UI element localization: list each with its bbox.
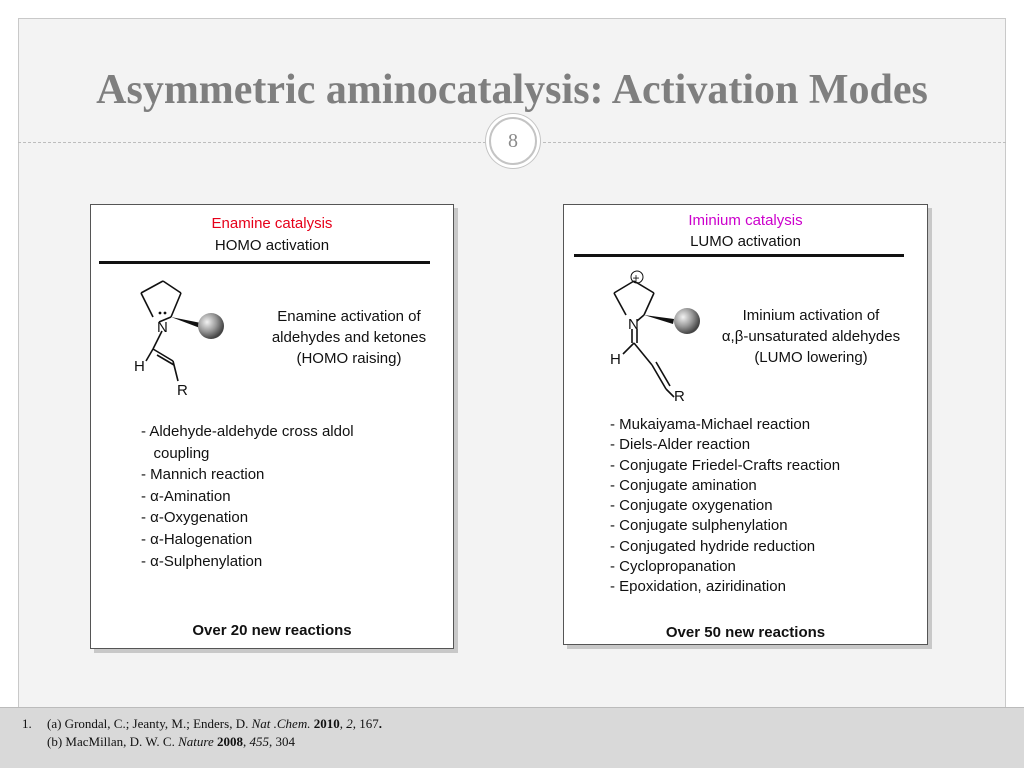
r-group-label: R — [177, 382, 188, 399]
iminium-description-line: Iminium activation of — [742, 307, 880, 324]
ref-separator: , — [242, 734, 250, 749]
ring-bond — [141, 293, 153, 317]
enamine-panel — [90, 204, 454, 649]
iminium-description — [706, 305, 916, 368]
iminium-heading: Iminium catalysis — [688, 212, 803, 229]
list-item: - Mannich reaction — [141, 466, 265, 484]
enamine-heading: Enamine catalysis — [211, 215, 333, 232]
enamine-description-line: (HOMO raising) — [296, 350, 402, 367]
r-group-label: R — [674, 388, 685, 405]
list-item: - Mukaiyama-Michael reaction — [610, 416, 811, 433]
ref-end: . — [378, 716, 382, 731]
c-c-bond — [634, 343, 652, 365]
enamine-reaction-list — [141, 421, 354, 572]
ring-bond — [141, 281, 163, 293]
list-item: - Diels-Alder reaction — [610, 436, 751, 454]
ref-pages: , 304 — [268, 734, 295, 749]
iminium-panel — [563, 204, 928, 645]
lone-pair-dot — [159, 312, 162, 315]
ring-bond — [171, 293, 181, 317]
page-number-badge: 8 — [489, 117, 537, 165]
iminium-structure — [604, 269, 719, 405]
ref-authors: (a) Grondal, C.; Jeanty, M.; Enders, D. — [47, 716, 252, 731]
list-item: - Cyclopropanation — [610, 558, 736, 576]
ref-journal: Nature — [178, 734, 214, 749]
iminium-subheading: LUMO activation — [690, 233, 801, 250]
ref-volume: 455 — [249, 734, 269, 749]
list-item: - Conjugate sulphenylation — [610, 517, 788, 535]
ring-bond — [644, 293, 654, 315]
list-item: - Aldehyde-aldehyde cross aldol — [141, 423, 354, 440]
ref-journal: Nat .Chem. — [251, 716, 311, 731]
enamine-heading-rule — [99, 261, 430, 264]
ref-separator: , — [339, 716, 347, 731]
iminium-footer: Over 50 new reactions — [665, 624, 826, 641]
reference-a — [47, 716, 382, 732]
ref-year: 2010 — [313, 716, 340, 731]
reference-b — [47, 734, 295, 750]
ref-year: 2008 — [216, 734, 243, 749]
reference-number: 1. — [22, 716, 32, 731]
list-item: - Conjugate amination — [610, 476, 757, 494]
references-bar — [0, 707, 1024, 768]
h-bond — [146, 349, 153, 361]
h-bond — [623, 343, 634, 354]
enamine-footer: Over 20 new reactions — [192, 622, 352, 639]
ref-pages: , 167 — [352, 716, 379, 731]
catalyst-support-ball — [198, 313, 224, 339]
positive-charge-label: + — [632, 271, 640, 285]
enamine-structure — [131, 281, 241, 401]
lone-pair-dot — [164, 312, 167, 315]
list-item: - Conjugated hydride reduction — [610, 537, 816, 555]
stereo-wedge — [644, 315, 674, 324]
enamine-description-line: aldehydes and ketones — [271, 329, 427, 346]
list-item: - α-Oxygenation — [141, 509, 249, 527]
stereo-wedge — [171, 317, 201, 328]
list-item: - Conjugate Friedel-Crafts reaction — [610, 456, 841, 474]
ref-volume: 2 — [346, 716, 353, 731]
nitrogen-label: N — [157, 319, 168, 336]
ring-bond — [634, 281, 654, 293]
slide-title: Asymmetric aminocatalysis: Activation Modes — [96, 67, 928, 113]
list-item: coupling — [141, 444, 210, 462]
iminium-reaction-list — [610, 415, 840, 598]
iminium-heading-rule — [574, 254, 904, 257]
hydrogen-label: H — [134, 358, 145, 375]
ring-bond — [163, 281, 181, 293]
iminium-description-line: (LUMO lowering) — [754, 349, 868, 366]
r-bond — [173, 361, 178, 381]
list-item: - α-Sulphenylation — [141, 552, 263, 570]
nitrogen-label: N — [628, 316, 639, 333]
list-item: - α-Amination — [141, 487, 231, 505]
iminium-description-line: α,β-unsaturated aldehydes — [721, 328, 901, 345]
r-bond — [666, 389, 674, 397]
enamine-description-line: Enamine activation of — [277, 308, 421, 325]
hydrogen-label: H — [610, 351, 621, 368]
ring-bond — [614, 281, 634, 293]
list-item: - Epoxidation, aziridination — [610, 578, 786, 596]
catalyst-support-ball — [674, 308, 700, 334]
ring-bond — [614, 293, 626, 315]
enamine-description — [249, 306, 449, 369]
ref-authors: (b) MacMillan, D. W. C. — [47, 734, 179, 749]
enamine-subheading: HOMO activation — [214, 237, 330, 254]
list-item: - α-Halogenation — [141, 530, 253, 548]
list-item: - Conjugate oxygenation — [610, 497, 773, 515]
